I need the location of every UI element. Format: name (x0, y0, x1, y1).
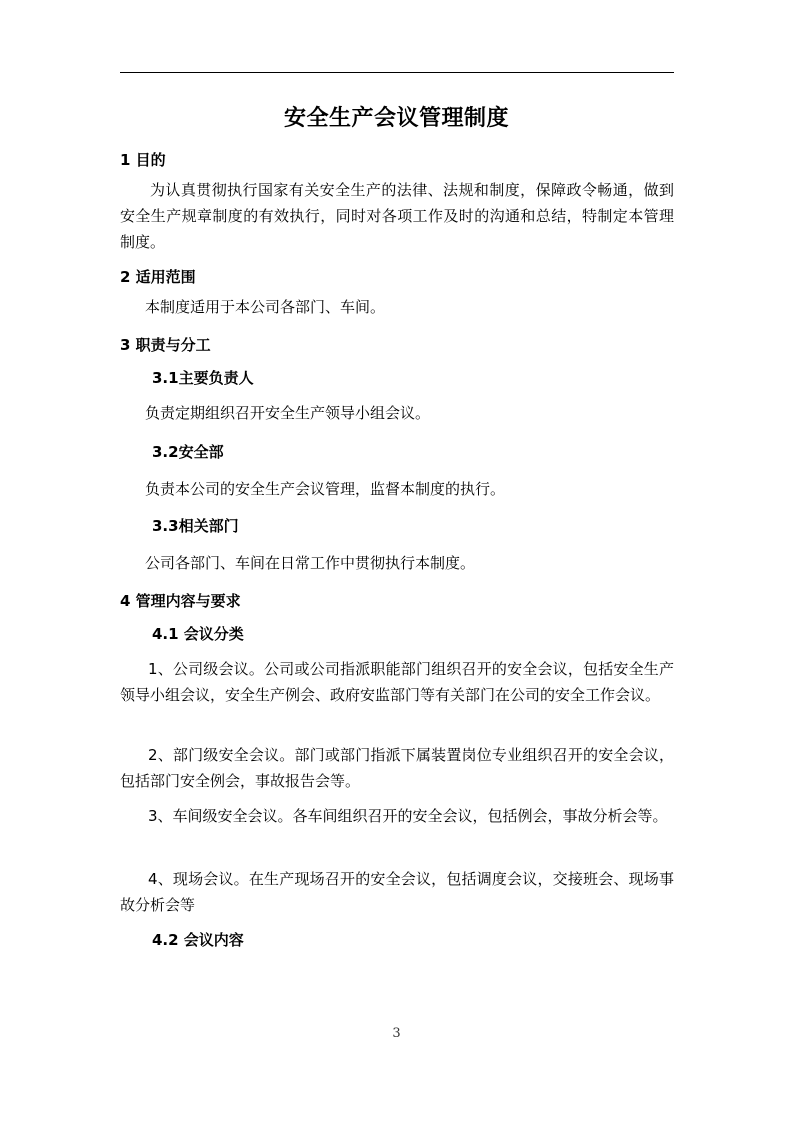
meeting-type-item: 4、现场会议。在生产现场召开的安全会议，包括调度会议，交接班会、现场事故分析会等 (120, 870, 674, 914)
subsection-heading-3-2: 3.2安全部 (152, 443, 224, 461)
page-number: 3 (392, 1026, 401, 1041)
subsection-text-3-2: 负责本公司的安全生产会议管理，监督本制度的执行。 (145, 480, 506, 498)
meeting-type-item: 3、车间级安全会议。各车间组织召开的安全会议，包括例会，事故分析会等。 (148, 807, 668, 825)
section-text-scope: 本制度适用于本公司各部门、车间。 (145, 298, 386, 316)
document-title: 安全生产会议管理制度 (283, 106, 509, 131)
subsection-heading-3-1: 3.1主要负责人 (152, 369, 254, 387)
meeting-type-item: 1、公司级会议。公司或公司指派职能部门组织召开的安全会议，包括安全生产领导小组会议，安全生产例会、政府安监部门等有关部门在公司的安全工作会议。 (120, 660, 674, 704)
subsection-text-3-1: 负责定期组织召开安全生产领导小组会议。 (145, 404, 431, 422)
section-heading-scope: 2 适用范围 (120, 268, 196, 286)
subsection-heading-4-2: 4.2 会议内容 (152, 931, 244, 949)
section-heading-purpose: 1 目的 (120, 151, 166, 169)
section-heading-management: 4 管理内容与要求 (120, 592, 241, 610)
header-rule (120, 72, 674, 73)
subsection-heading-4-1: 4.1 会议分类 (152, 625, 244, 643)
subsection-heading-3-3: 3.3相关部门 (152, 517, 239, 535)
section-heading-responsibilities: 3 职责与分工 (120, 336, 211, 354)
section-text-purpose: 为认真贯彻执行国家有关安全生产的法律、法规和制度，保障政令畅通，做到安全生产规章制度的有效执行，同时对各项工作及时的沟通和总结，特制定本管理制度。 (120, 181, 674, 251)
meeting-type-item: 2、部门级安全会议。部门或部门指派下属装置岗位专业组织召开的安全会议，包括部门安全例会，事故报告会等。 (120, 746, 674, 790)
subsection-text-3-3: 公司各部门、车间在日常工作中贯彻执行本制度。 (145, 554, 476, 572)
